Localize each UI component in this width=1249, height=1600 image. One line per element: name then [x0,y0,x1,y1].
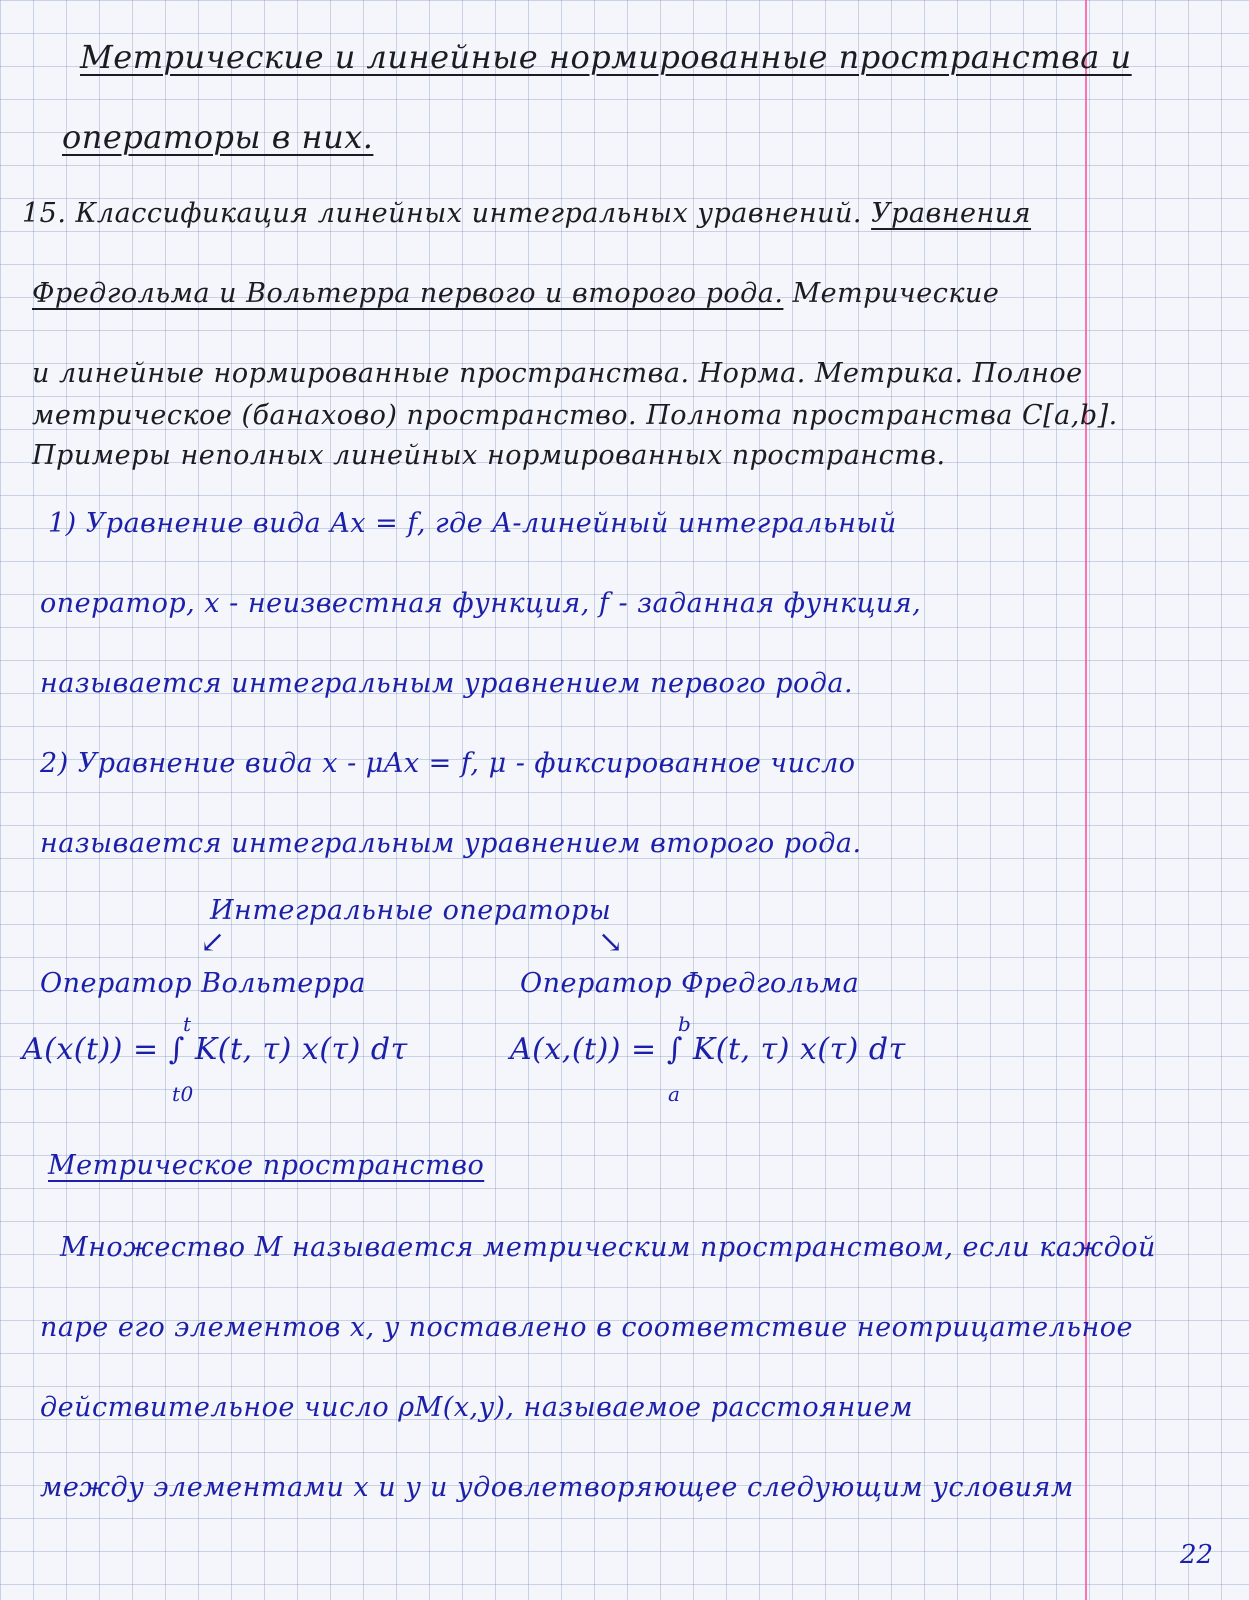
metric-line-3: действительное число ρM(x,y), называемое расстоянием [40,1392,914,1423]
topic-line-5: Примеры неполных линейных нормированных пространств. [32,440,946,471]
paragraph-1-line-3: называется интегральным уравнением первого рода. [40,668,854,699]
topic-line-2 [32,278,999,309]
topic-underlined-text: Уравнения [871,198,1032,229]
fredholm-lower-limit: a [668,1082,681,1106]
operators-heading: Интегральные операторы [210,895,612,926]
arrow-down-right-icon: ↘ [598,925,624,960]
metric-line-1: Множество M называется метрическим пространством, если каждой [60,1232,1156,1263]
margin-line [1085,0,1087,1600]
paragraph-1-line-1: 1) Уравнение вида Ax = f, где A-линейный интегральный [48,508,897,539]
topic-underlined-text-2: Фредгольма и Вольтерра первого и второго рода. [32,278,784,309]
arrow-down-left-icon: ↙ [200,925,226,960]
page-title-line-2: операторы в них. [62,118,374,156]
paragraph-1-line-2: оператор, x - неизвестная функция, f - заданная функция, [40,588,922,619]
topic-line-1 [22,198,1031,229]
topic-line-4: метрическое (банахово) пространство. Полнота пространства C[a,b]. [32,400,1118,431]
metric-line-2: паре его элементов x, y поставлено в соответствие неотрицательное [40,1312,1134,1343]
topic-line-3: и линейные нормированные пространства. Норма. Метрика. Полное [32,358,1083,389]
volterra-upper-limit: t [183,1012,192,1036]
paragraph-2-line-1: 2) Уравнение вида x - μAx = f, μ - фиксированное число [40,748,856,779]
fredholm-upper-limit: b [678,1012,692,1036]
fredholm-formula: A(x,(t)) = ∫ K(t, τ) x(τ) dτ [510,1032,906,1067]
paragraph-2-line-2: называется интегральным уравнением второго рода. [40,828,862,859]
topic-suffix-text: Метрические [783,278,1000,309]
page-number: 22 [1180,1540,1214,1570]
volterra-formula: A(x(t)) = ∫ K(t, τ) x(τ) dτ [22,1032,408,1067]
volterra-lower-limit: t0 [172,1082,194,1106]
fredholm-label: Оператор Фредгольма [520,968,860,999]
topic-number-text: 15. Классификация линейных интегральных уравнений. [22,198,872,229]
page-title-line-1: Метрические и линейные нормированные пространства и [80,38,1132,76]
metric-line-4: между элементами x и y и удовлетворяющее следующим условиям [40,1472,1074,1503]
metric-heading: Метрическое пространство [48,1150,485,1181]
volterra-label: Оператор Вольтерра [40,968,366,999]
